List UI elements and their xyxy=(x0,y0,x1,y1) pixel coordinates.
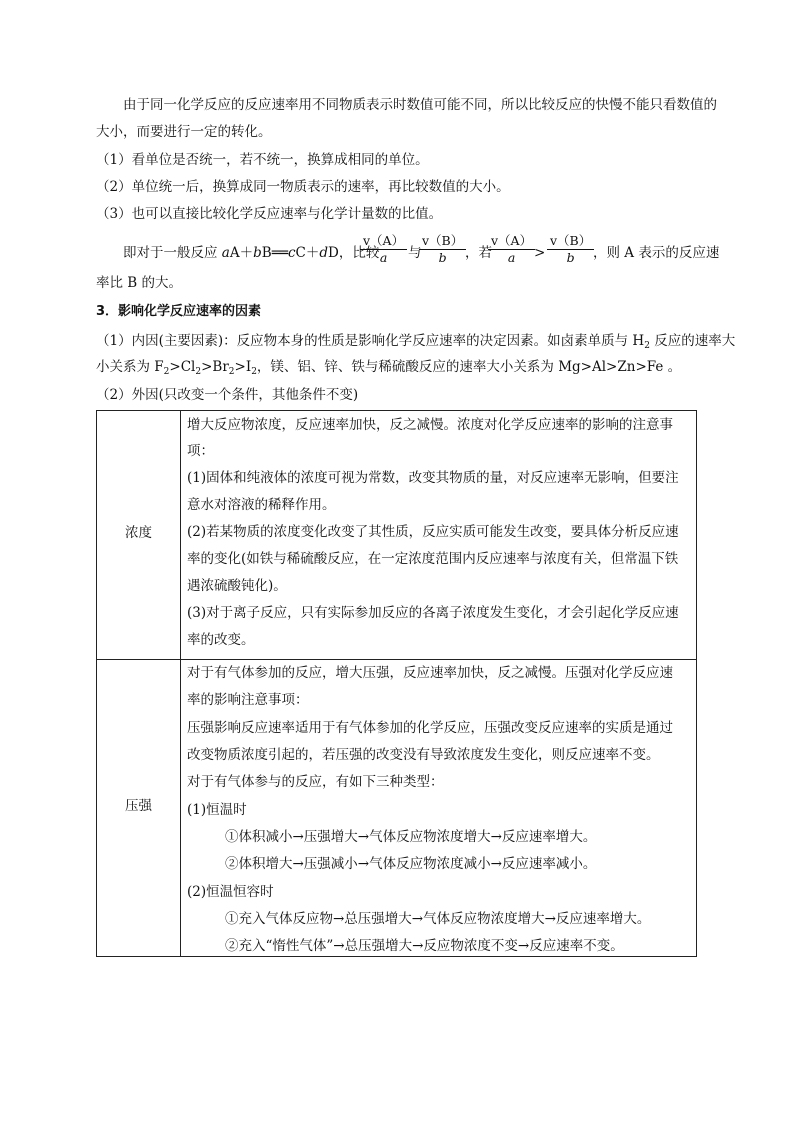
with-text: 与 xyxy=(408,245,422,261)
external-factor-line: （2）外因(只改变一个条件，其他条件不变) xyxy=(96,387,359,403)
pressure-line: ②体积增大→压强减小→气体反应物浓度减小→反应速率减小。 xyxy=(225,856,597,872)
concentration-line: 项： xyxy=(187,443,214,459)
fraction-va-over-a-2: $\frac{v(A)}{a}$ xyxy=(488,233,535,266)
fraction-vb-over-b-2: $\frac{v(B)}{b}$ xyxy=(547,233,594,266)
internal-factor-line-2: 小关系为 $F_2>Cl_2>Br_2>I_2$，镁、铝、锌、铁与稀硫酸反应的速率大小关系为 Mg>Al>Zn>Fe 。 xyxy=(96,359,682,377)
section-heading: 3．影响化学反应速率的因素 xyxy=(96,304,262,319)
table-column-divider xyxy=(180,411,181,956)
step-3: （3）也可以直接比较化学反应速率与化学计量数的比值。 xyxy=(96,206,443,222)
pressure-line: 率的影响注意事项： xyxy=(187,692,309,708)
pressure-line: 压强影响反应速率适用于有气体参加的化学反应，压强改变反应速率的实质是通过 xyxy=(187,720,673,736)
intro-paragraph-line-1: 由于同一化学反应的反应速率用不同物质表示时数值可能不同，所以比较反应的快慢不能只看数值的 xyxy=(123,97,717,113)
if-text: ，若 xyxy=(465,245,492,261)
concentration-label: 浓度 xyxy=(125,525,152,541)
pressure-line: 对于有气体参加的反应，增大压强，反应速率加快，反之减慢。压强对化学反应速 xyxy=(187,665,673,681)
concentration-line: (3)对于离子反应，只有实际参加反应的各离子浓度发生变化，才会引起化学反应速 xyxy=(187,605,679,621)
pressure-line: ①体积减小→压强增大→气体反应物浓度增大→反应速率增大。 xyxy=(225,829,597,845)
fraction-va-over-a: $\frac{v(A)}{a}$ xyxy=(360,233,407,266)
internal-factor-line-1: （1）内因(主要因素)：反应物本身的性质是影响化学反应速率的决定因素。如卤素单质与 $H_2$ 反应的速率大 xyxy=(96,333,736,351)
concentration-line: 意水对溶液的稀释作用。 xyxy=(187,497,336,513)
factors-table xyxy=(96,410,697,957)
greater-than-sign: > xyxy=(534,245,546,261)
concentration-line: 遇浓硫酸钝化)。 xyxy=(187,578,287,594)
intro-paragraph-line-2: 大小，而要进行一定的转化。 xyxy=(96,124,272,140)
formula-line-2: 率比 B 的大。 xyxy=(96,275,183,291)
fraction-vb-over-b: $\frac{v(B)}{b}$ xyxy=(419,233,466,266)
pressure-line: (1)恒温时 xyxy=(187,802,247,818)
step-2: （2）单位统一后，换算成同一物质表示的速率，再比较数值的大小。 xyxy=(96,179,510,195)
concentration-line: 率的改变。 xyxy=(187,632,255,648)
pressure-line: ②充入“惰性气体”→总压强增大→反应物浓度不变→反应速率不变。 xyxy=(225,938,624,954)
then-text: ，则 A 表示的反应速 xyxy=(593,245,720,261)
pressure-label: 压强 xyxy=(125,798,152,814)
concentration-line: 率的变化(如铁与稀硫酸反应，在一定浓度范围内反应速率与浓度有关，但常温下铁 xyxy=(187,551,679,567)
concentration-line: 增大反应物浓度，反应速率加快，反之减慢。浓度对化学反应速率的影响的注意事 xyxy=(187,417,673,433)
pressure-line: 改变物质浓度引起的，若压强的改变没有导致浓度发生变化，则反应速率不变。 xyxy=(187,747,660,763)
concentration-line: (1)固体和纯液体的浓度可视为常数，改变其物质的量，对反应速率无影响，但要注 xyxy=(187,470,679,486)
pressure-line: ①充入气体反应物→总压强增大→气体反应物浓度增大→反应速率增大。 xyxy=(225,911,651,927)
step-1: （1）看单位是否统一，若不统一，换算成相同的单位。 xyxy=(96,152,429,168)
formula-line xyxy=(123,233,723,273)
pressure-line: 对于有气体参与的反应，有如下三种类型： xyxy=(187,774,444,790)
pressure-line: (2)恒温恒容时 xyxy=(187,884,274,900)
concentration-line: (2)若某物质的浓度变化改变了其性质，反应实质可能发生改变，要具体分析反应速 xyxy=(187,524,679,540)
reaction-equation: 即对于一般反应 aA＋bB══cC＋dD，比较 xyxy=(123,245,380,261)
